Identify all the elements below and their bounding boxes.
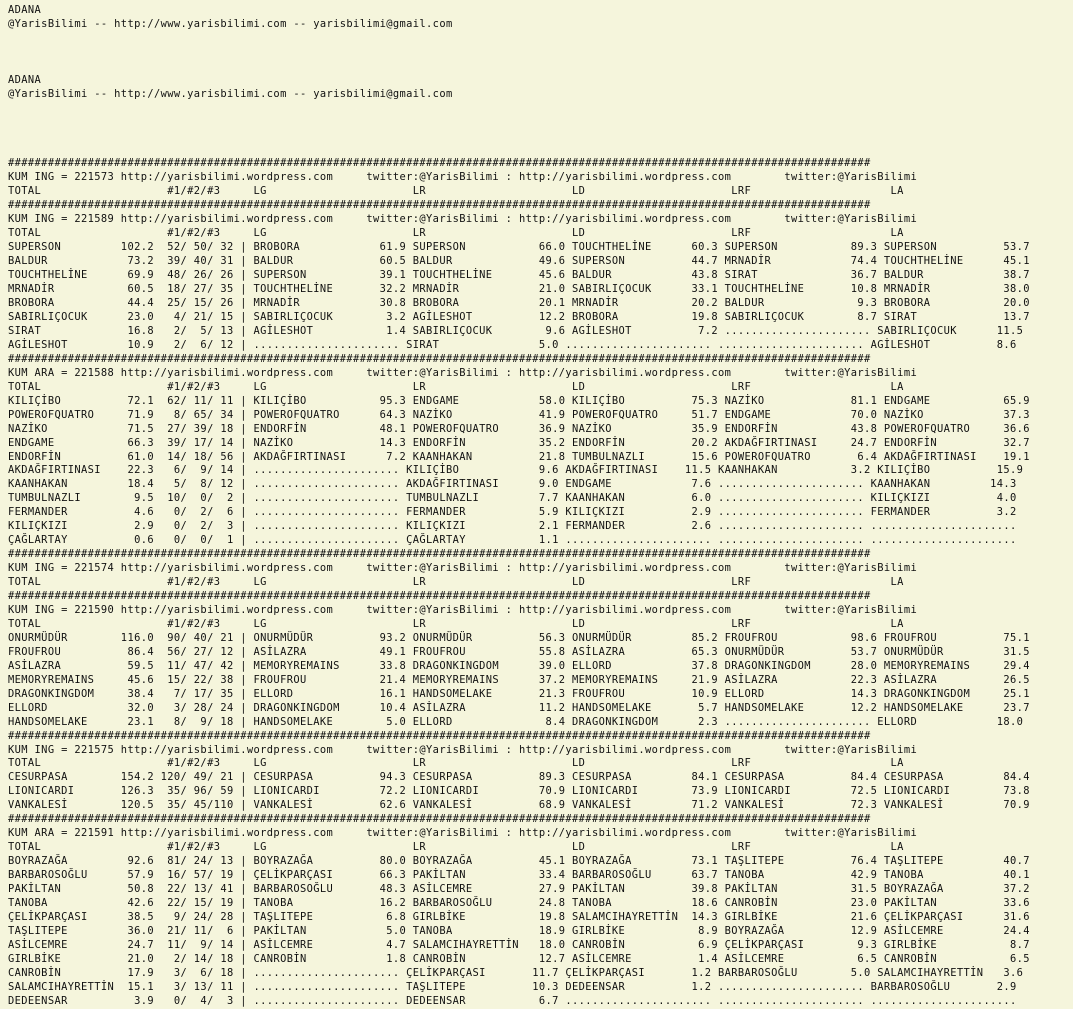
race-header: KUM ARA = 221588 http://yarisbilimi.wordpress.com twitter:@YarisBilimi : http://yarisbilimi.wordpress.com twitter:@YarisBilimi	[8, 366, 918, 379]
separator-line: ##################################################################################################################################	[8, 729, 871, 742]
column-header: TOTAL #1/#2/#3 LG LR LD LRF LA	[8, 185, 904, 198]
table-row: TOUCHTHELİNE 69.9 48/ 26/ 26 | SUPERSON 39.1 TOUCHTHELİNE 45.6 BALDUR 43.8 SIRAT 36.7 BALDUR 38.7	[8, 269, 1030, 282]
race-header: KUM ARA = 221591 http://yarisbilimi.wordpress.com twitter:@YarisBilimi : http://yarisbilimi.wordpress.com twitter:@YarisBilimi	[8, 827, 918, 840]
table-row: ÇELİKPARÇASI 38.5 9/ 24/ 28 | TAŞLITEPE 6.8 GIRLBİKE 19.8 SALAMCIHAYRETTİN 14.3 GIRLBİKE 21.6 ÇELİKPARÇASI 31.6	[8, 910, 1030, 923]
table-row: CANROBİN 17.9 3/ 6/ 18 | ...................... ÇELİKPARÇASI 11.7 ÇELİKPARÇASI 1.2 BARBAROSOĞLU 5.0 SALAMCIHAYRETTİN 3.6	[8, 966, 1024, 979]
table-row: AKDAĞFIRTINASI 22.3 6/ 9/ 14 | ...................... KILIÇİBO 9.6 AKDAĞFIRTINASI 11.5 KAANHAKAN 3.2 KILIÇİBO 15.9	[8, 464, 1024, 477]
column-header: TOTAL #1/#2/#3 LG LR LD LRF LA	[8, 841, 904, 854]
race-header: KUM ING = 221589 http://yarisbilimi.wordpress.com twitter:@YarisBilimi : http://yarisbilimi.wordpress.com twitter:@YarisBilimi	[8, 213, 918, 226]
table-row: NAZİKO 71.5 27/ 39/ 18 | ENDORFİN 48.1 POWEROFQUATRO 36.9 NAZİKO 35.9 ENDORFİN 43.8 POWEROFQUATRO 36.6	[8, 422, 1030, 435]
race-header: KUM ING = 221574 http://yarisbilimi.wordpress.com twitter:@YarisBilimi : http://yarisbilimi.wordpress.com twitter:@YarisBilimi	[8, 562, 918, 575]
table-row: DRAGONKINGDOM 38.4 7/ 17/ 35 | ELLORD 16.1 HANDSOMELAKE 21.3 FROUFROU 10.9 ELLORD 14.3 DRAGONKINGDOM 25.1	[8, 687, 1030, 700]
column-header: TOTAL #1/#2/#3 LG LR LD LRF LA	[8, 757, 904, 770]
separator-line: ##################################################################################################################################	[8, 590, 871, 603]
contact-line: @YarisBilimi -- http://www.yarisbilimi.com -- yarisbilimi@gmail.com	[8, 17, 453, 30]
separator-line: ##################################################################################################################################	[8, 813, 871, 826]
race-header: KUM ING = 221573 http://yarisbilimi.wordpress.com twitter:@YarisBilimi : http://yarisbilimi.wordpress.com twitter:@YarisBilimi	[8, 171, 918, 184]
table-row: MRNADİR 60.5 18/ 27/ 35 | TOUCHTHELİNE 32.2 MRNADİR 21.0 SABIRLIÇOCUK 33.1 TOUCHTHELİNE 10.8 MRNADİR 38.0	[8, 283, 1030, 296]
race-header: KUM ING = 221590 http://yarisbilimi.wordpress.com twitter:@YarisBilimi : http://yarisbilimi.wordpress.com twitter:@YarisBilimi	[8, 603, 918, 616]
table-row: ONURMÜDÜR 116.0 90/ 40/ 21 | ONURMÜDÜR 93.2 ONURMÜDÜR 56.3 ONURMÜDÜR 85.2 FROUFROU 98.6 FROUFROU 75.1	[8, 631, 1030, 644]
table-row: ÇAĞLARTAY 0.6 0/ 0/ 1 | ...................... ÇAĞLARTAY 1.1 ...................... ...................... ......................	[8, 534, 1017, 547]
table-row: LIONICARDI 126.3 35/ 96/ 59 | LIONICARDI 72.2 LIONICARDI 70.9 LIONICARDI 73.9 LIONICARDI 72.5 LIONICARDI 73.8	[8, 785, 1030, 798]
table-row: TUMBULNAZLI 9.5 10/ 0/ 2 | ...................... TUMBULNAZLI 7.7 KAANHAKAN 6.0 ...................... KILIÇKIZI 4.0	[8, 492, 1017, 505]
table-row: ASİLAZRA 59.5 11/ 47/ 42 | MEMORYREMAINS 33.8 DRAGONKINGDOM 39.0 ELLORD 37.8 DRAGONKINGDOM 28.0 MEMORYREMAINS 29.4	[8, 659, 1030, 672]
table-row: KAANHAKAN 18.4 5/ 8/ 12 | ...................... AKDAĞFIRTINASI 9.0 ENDGAME 7.6 ...................... KAANHAKAN 14.3	[8, 478, 1017, 491]
table-row: POWEROFQUATRO 71.9 8/ 65/ 34 | POWEROFQUATRO 64.3 NAZİKO 41.9 POWEROFQUATRO 51.7 ENDGAME 70.0 NAZİKO 37.3	[8, 408, 1030, 421]
table-row: SALAMCIHAYRETTİN 15.1 3/ 13/ 11 | ...................... TAŞLITEPE 10.3 DEDEENSAR 1.2 ...................... BARBAROSOĞLU 2.9	[8, 980, 1017, 993]
table-row: BALDUR 73.2 39/ 40/ 31 | BALDUR 60.5 BALDUR 49.6 SUPERSON 44.7 MRNADİR 74.4 TOUCHTHELİNE 45.1	[8, 255, 1030, 268]
table-row: AGİLESHOT 10.9 2/ 6/ 12 | ...................... SIRAT 5.0 ...................... ...................... AGİLESHOT 8.6	[8, 338, 1017, 351]
table-row: SUPERSON 102.2 52/ 50/ 32 | BROBORA 61.9 SUPERSON 66.0 TOUCHTHELİNE 60.3 SUPERSON 89.3 SUPERSON 53.7	[8, 241, 1030, 254]
table-row: BOYRAZAĞA 92.6 81/ 24/ 13 | BOYRAZAĞA 80.0 BOYRAZAĞA 45.1 BOYRAZAĞA 73.1 TAŞLITEPE 76.4 TAŞLITEPE 40.7	[8, 855, 1030, 868]
city-title: ADANA	[8, 73, 42, 86]
table-row: KILIÇKIZI 2.9 0/ 2/ 3 | ...................... KILIÇKIZI 2.1 FERMANDER 2.6 ...................... ......................	[8, 520, 1017, 533]
column-header: TOTAL #1/#2/#3 LG LR LD LRF LA	[8, 380, 904, 393]
table-row: ELLORD 32.0 3/ 28/ 24 | DRAGONKINGDOM 10.4 ASİLAZRA 11.2 HANDSOMELAKE 5.7 HANDSOMELAKE 12.2 HANDSOMELAKE 23.7	[8, 701, 1030, 714]
race-header: KUM ING = 221575 http://yarisbilimi.wordpress.com twitter:@YarisBilimi : http://yarisbilimi.wordpress.com twitter:@YarisBilimi	[8, 743, 918, 756]
table-row: ASİLCEMRE 24.7 11/ 9/ 14 | ASİLCEMRE 4.7 SALAMCIHAYRETTİN 18.0 CANROBİN 6.9 ÇELİKPARÇASI 9.3 GIRLBİKE 8.7	[8, 938, 1030, 951]
table-row: FERMANDER 4.6 0/ 2/ 6 | ...................... FERMANDER 5.9 KILIÇKIZI 2.9 ...................... FERMANDER 3.2	[8, 506, 1017, 519]
table-row: SABIRLIÇOCUK 23.0 4/ 21/ 15 | SABIRLIÇOCUK 3.2 AGİLESHOT 12.2 BROBORA 19.8 SABIRLIÇOCUK 8.7 SIRAT 13.7	[8, 310, 1030, 323]
table-row: TAŞLITEPE 36.0 21/ 11/ 6 | PAKİLTAN 5.0 TANOBA 18.9 GIRLBİKE 8.9 BOYRAZAĞA 12.9 ASİLCEMRE 24.4	[8, 924, 1030, 937]
table-row: BARBAROSOĞLU 57.9 16/ 57/ 19 | ÇELİKPARÇASI 66.3 PAKİLTAN 33.4 BARBAROSOĞLU 63.7 TANOBA 42.9 TANOBA 40.1	[8, 869, 1030, 882]
separator-line: ##################################################################################################################################	[8, 199, 871, 212]
contact-line: @YarisBilimi -- http://www.yarisbilimi.com -- yarisbilimi@gmail.com	[8, 87, 453, 100]
table-row: TANOBA 42.6 22/ 15/ 19 | TANOBA 16.2 BARBAROSOĞLU 24.8 TANOBA 18.6 CANROBİN 23.0 PAKİLTAN 33.6	[8, 897, 1030, 909]
table-row: PAKİLTAN 50.8 22/ 13/ 41 | BARBAROSOĞLU 48.3 ASİLCEMRE 27.9 PAKİLTAN 39.8 PAKİLTAN 31.5 BOYRAZAĞA 37.2	[8, 883, 1030, 896]
city-title: ADANA	[8, 4, 42, 16]
table-row: BROBORA 44.4 25/ 15/ 26 | MRNADİR 30.8 BROBORA 20.1 MRNADİR 20.2 BALDUR 9.3 BROBORA 20.0	[8, 297, 1030, 310]
table-row: MEMORYREMAINS 45.6 15/ 22/ 38 | FROUFROU 21.4 MEMORYREMAINS 37.2 MEMORYREMAINS 21.9 ASİLAZRA 22.3 ASİLAZRA 26.5	[8, 673, 1030, 686]
table-row: ENDGAME 66.3 39/ 17/ 14 | NAZİKO 14.3 ENDORFİN 35.2 ENDORFİN 20.2 AKDAĞFIRTINASI 24.7 ENDORFİN 32.7	[8, 436, 1030, 449]
table-row: CESURPASA 154.2 120/ 49/ 21 | CESURPASA 94.3 CESURPASA 89.3 CESURPASA 84.1 CESURPASA 84.4 CESURPASA 84.4	[8, 771, 1030, 784]
separator-line: ##################################################################################################################################	[8, 157, 871, 170]
table-row: SIRAT 16.8 2/ 5/ 13 | AGİLESHOT 1.4 SABIRLIÇOCUK 9.6 AGİLESHOT 7.2 ...................... SABIRLIÇOCUK 11.5	[8, 324, 1024, 337]
table-row: ENDORFİN 61.0 14/ 18/ 56 | AKDAĞFIRTINASI 7.2 KAANHAKAN 21.8 TUMBULNAZLI 15.6 POWEROFQUATRO 6.4 AKDAĞFIRTINASI 19.1	[8, 450, 1030, 463]
column-header: TOTAL #1/#2/#3 LG LR LD LRF LA	[8, 227, 904, 240]
table-row: DEDEENSAR 3.9 0/ 4/ 3 | ...................... DEDEENSAR 6.7 ...................... ...................... ......................	[8, 994, 1017, 1007]
table-row: HANDSOMELAKE 23.1 8/ 9/ 18 | HANDSOMELAKE 5.0 ELLORD 8.4 DRAGONKINGDOM 2.3 ...................... ELLORD 18.0	[8, 715, 1024, 728]
separator-line: ##################################################################################################################################	[8, 352, 871, 365]
separator-line: ##################################################################################################################################	[8, 548, 871, 561]
table-row: KILIÇİBO 72.1 62/ 11/ 11 | KILIÇİBO 95.3 ENDGAME 58.0 KILIÇİBO 75.3 NAZİKO 81.1 ENDGAME 65.9	[8, 394, 1030, 407]
column-header: TOTAL #1/#2/#3 LG LR LD LRF LA	[8, 576, 904, 589]
table-row: GIRLBİKE 21.0 2/ 14/ 18 | CANROBİN 1.8 CANROBİN 12.7 ASİLCEMRE 1.4 ASİLCEMRE 6.5 CANROBİN 6.5	[8, 952, 1030, 965]
table-row: VANKALESİ 120.5 35/ 45/110 | VANKALESİ 62.6 VANKALESİ 68.9 VANKALESİ 71.2 VANKALESİ 72.3 VANKALESİ 70.9	[8, 799, 1030, 812]
table-row: FROUFROU 86.4 56/ 27/ 12 | ASİLAZRA 49.1 FROUFROU 55.8 ASİLAZRA 65.3 ONURMÜDÜR 53.7 ONURMÜDÜR 31.5	[8, 645, 1030, 658]
column-header: TOTAL #1/#2/#3 LG LR LD LRF LA	[8, 617, 904, 630]
